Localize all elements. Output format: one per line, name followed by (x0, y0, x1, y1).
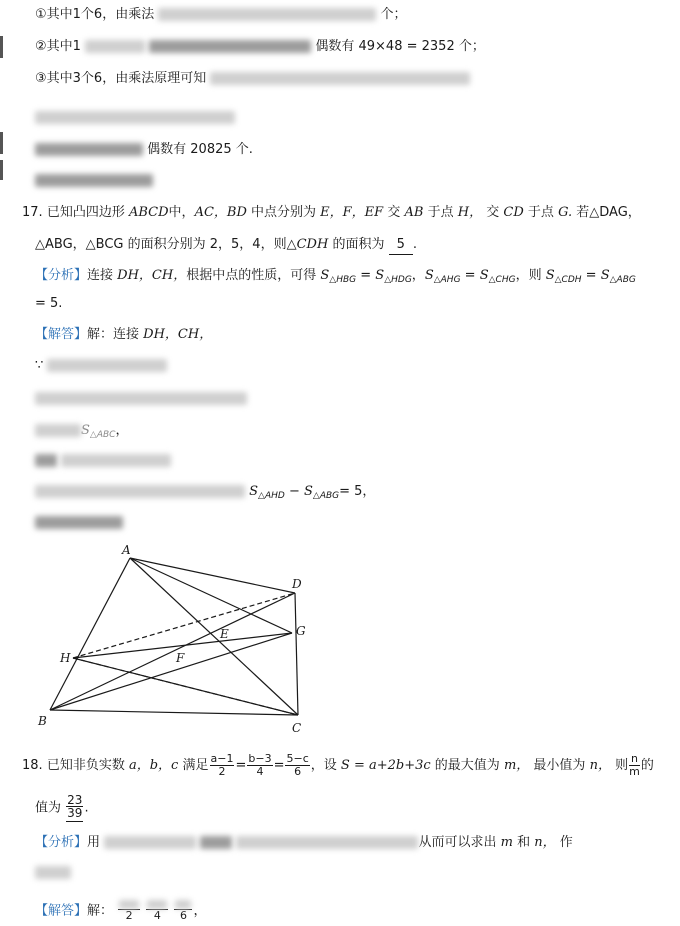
analysis-math: DH，CH， (117, 268, 187, 283)
diagonal-ac (130, 558, 298, 715)
redacted-text (149, 40, 311, 53)
fraction (210, 753, 235, 778)
redacted-text (35, 454, 57, 467)
equals: = (235, 758, 247, 773)
redacted-text (35, 424, 81, 437)
fraction (285, 753, 309, 778)
vertex-label-a: A (122, 543, 131, 557)
solution-line-5 (35, 141, 253, 159)
denominator: 2 (125, 909, 133, 922)
redacted-text (35, 392, 247, 405)
stem-math: a，b，c (128, 758, 179, 773)
solution-text: = 5， (339, 484, 376, 499)
denominator: 4 (153, 909, 161, 922)
solution-line-4 (35, 109, 235, 127)
numerator: 5−c (286, 752, 309, 765)
solution-text: 个； (380, 7, 407, 22)
equals: = (460, 268, 480, 283)
equals: = (581, 268, 601, 283)
q17-solution-line-7 (35, 514, 123, 532)
numerator: a−1 (210, 752, 234, 765)
vertex-label-b: B (38, 714, 47, 728)
stem-text: . (84, 800, 89, 816)
stem-math: H， (457, 205, 483, 220)
fraction (118, 900, 140, 922)
q17-solution-line-2 (35, 357, 167, 375)
stem-text: 最小值为 (533, 758, 586, 773)
stem-text: 已知凸四边形 (46, 205, 125, 220)
stem-math: n， (589, 758, 611, 773)
stem-math: AC，BD (194, 205, 247, 220)
denominator: 6 (294, 765, 302, 778)
numerator: b−3 (248, 752, 272, 765)
gutter-mark (0, 36, 3, 58)
analysis-math: m (500, 835, 513, 850)
answer-fraction (66, 794, 83, 822)
fraction (146, 900, 168, 922)
analysis-math: S (424, 268, 434, 283)
subscript: △HBG (329, 275, 357, 285)
redacted-text (35, 866, 71, 879)
q17-solution-line-1 (35, 326, 212, 344)
vertex-label-c: C (292, 721, 302, 735)
analysis-math: S (600, 268, 610, 283)
q17-stem-line-1 (22, 204, 641, 222)
stem-text: 值为 (35, 800, 62, 816)
analysis-text: 用 (87, 835, 101, 850)
redacted-text (35, 485, 245, 498)
numerator: 23 (67, 793, 83, 807)
stem-text: 已知非负实数 (46, 758, 125, 773)
stem-text: 中， (168, 205, 195, 220)
subscript: △ABC (89, 430, 116, 440)
stem-text: 交 (486, 205, 500, 220)
point-label-f: F (176, 651, 185, 665)
segment-ba (50, 558, 130, 710)
stem-text: . (412, 237, 418, 252)
comma: ， (115, 423, 129, 438)
solution-tag: 【解答】 (35, 327, 88, 342)
q17-solution-line-5 (35, 452, 171, 470)
solution-text: ①其中1个6，由乘法 (35, 7, 155, 22)
subscript: △ABG (609, 275, 636, 285)
stem-text: ，设 (310, 758, 337, 773)
point-label-h: H (60, 651, 71, 665)
analysis-math: S (375, 268, 385, 283)
stem-math: ABCD (128, 205, 169, 220)
stem-text: 于点 (427, 205, 454, 220)
stem-math: S = a+2b+3c (340, 758, 431, 773)
question-number: 18. (22, 758, 43, 773)
analysis-tag: 【分析】 (35, 268, 88, 283)
analysis-text: 从而可以求出 (418, 835, 497, 850)
q18-analysis-line-1 (35, 834, 573, 852)
redacted-text (236, 836, 418, 849)
point-label-g: G (296, 624, 306, 638)
solution-line-1 (35, 6, 407, 24)
subscript: △CHG (488, 275, 516, 285)
question-number: 17. (22, 205, 43, 220)
equals: = (273, 758, 285, 773)
segment-cb (50, 710, 298, 715)
equals: = (356, 268, 376, 283)
vertex-label-d: D (292, 577, 302, 591)
q17-solution-line-4 (35, 422, 128, 444)
redacted-text (47, 359, 167, 372)
analysis-math: S (479, 268, 489, 283)
q18-stem-line-1 (22, 753, 654, 778)
redacted-text (35, 174, 153, 187)
redacted-text (61, 454, 171, 467)
q17-solution-line-6 (35, 483, 375, 505)
stem-text: 的 (640, 758, 654, 773)
subscript: △HDG (384, 275, 412, 285)
redacted-text (200, 836, 232, 849)
q18-stem-line-2 (35, 794, 89, 822)
gutter-mark (0, 160, 3, 180)
redacted-text (119, 900, 139, 909)
geometry-figure (30, 540, 330, 740)
stem-text: 的最大值为 (434, 758, 500, 773)
redacted-text (35, 516, 123, 529)
analysis-text: ，则 (515, 268, 542, 283)
redacted-text (104, 836, 196, 849)
stem-text: △ABG，△BCG 的面积分别为 2，5，4，则△ (35, 237, 297, 252)
stem-text: 中点分别为 (251, 205, 317, 220)
denominator: 39 (67, 806, 83, 820)
solution-line-3 (35, 70, 470, 88)
minus: − (284, 484, 304, 499)
solution-text: ②其中1 (35, 39, 81, 54)
solution-math: S (81, 423, 90, 438)
solution-text: 解： (87, 903, 114, 919)
analysis-text: = 5. (35, 296, 63, 311)
solution-text: 偶数有 49×48 = 2352 个； (315, 39, 485, 54)
subscript: △AHD (258, 491, 285, 501)
redacted-text (147, 900, 167, 909)
redacted-text (210, 72, 470, 85)
redacted-text (35, 143, 143, 156)
segment-ad (130, 558, 295, 593)
segment-bg (50, 633, 292, 710)
analysis-text: 根据中点的性质，可得 (186, 268, 317, 283)
redacted-text (175, 900, 191, 909)
solution-line-6 (35, 172, 153, 190)
stem-text: 若△DAG， (576, 205, 641, 220)
solution-math: S (304, 484, 313, 499)
subscript: △ABG (312, 491, 340, 501)
solution-text: 解：连接 (87, 327, 140, 342)
q18-solution-line-1 (35, 900, 206, 922)
stem-text: 交 (387, 205, 401, 220)
solution-text: ， (193, 903, 207, 919)
stem-text: 满足 (182, 758, 209, 773)
analysis-text: 连接 (87, 268, 114, 283)
subscript: △AHG (433, 275, 461, 285)
fraction (247, 753, 272, 778)
solution-text: 偶数有 20825 个. (147, 142, 253, 157)
stem-text: 则 (615, 758, 629, 773)
q17-analysis-line-1 (35, 267, 636, 289)
stem-math: E，F，EF (320, 205, 384, 220)
redacted-text (35, 111, 235, 124)
because-symbol: ∵ (35, 358, 44, 373)
q17-analysis-line-2 (35, 295, 62, 313)
analysis-math: S (545, 268, 555, 283)
point-label-e: E (220, 627, 229, 641)
analysis-text: 和 (517, 835, 531, 850)
stem-text: 的面积为 (332, 237, 385, 252)
answer-blank: 5 (389, 236, 413, 255)
denominator: 4 (256, 765, 264, 778)
segment-dc (295, 593, 298, 715)
redacted-text (85, 40, 145, 53)
denominator: 2 (218, 765, 226, 778)
q17-solution-line-3 (35, 390, 247, 408)
denominator: m (629, 765, 640, 778)
subscript: △CDH (554, 275, 582, 285)
stem-math: G. (558, 205, 573, 220)
gutter-mark (0, 132, 3, 154)
fraction (629, 753, 640, 778)
q17-stem-line-2 (35, 236, 417, 255)
numerator: n (630, 752, 638, 765)
comma: ， (411, 268, 425, 283)
analysis-math: S (320, 268, 330, 283)
q18-analysis-line-2 (35, 864, 71, 882)
analysis-math: n， (534, 835, 556, 850)
stem-math: AB (404, 205, 424, 220)
solution-line-2 (35, 38, 485, 56)
stem-text: 于点 (527, 205, 554, 220)
analysis-text: 作 (559, 835, 573, 850)
redacted-text (158, 8, 376, 21)
solution-text: ③其中3个6，由乘法原理可知 (35, 71, 207, 86)
fraction (174, 900, 192, 922)
solution-math: DH，CH， (143, 327, 213, 342)
solution-math: S (249, 484, 259, 499)
diagonal-bd (50, 593, 295, 710)
stem-math: CD (503, 205, 524, 220)
segment-ag (130, 558, 292, 633)
stem-math: CDH (296, 237, 329, 252)
stem-math: m， (503, 758, 530, 773)
solution-tag: 【解答】 (35, 903, 88, 919)
denominator: 6 (179, 909, 187, 922)
analysis-tag: 【分析】 (35, 835, 88, 850)
